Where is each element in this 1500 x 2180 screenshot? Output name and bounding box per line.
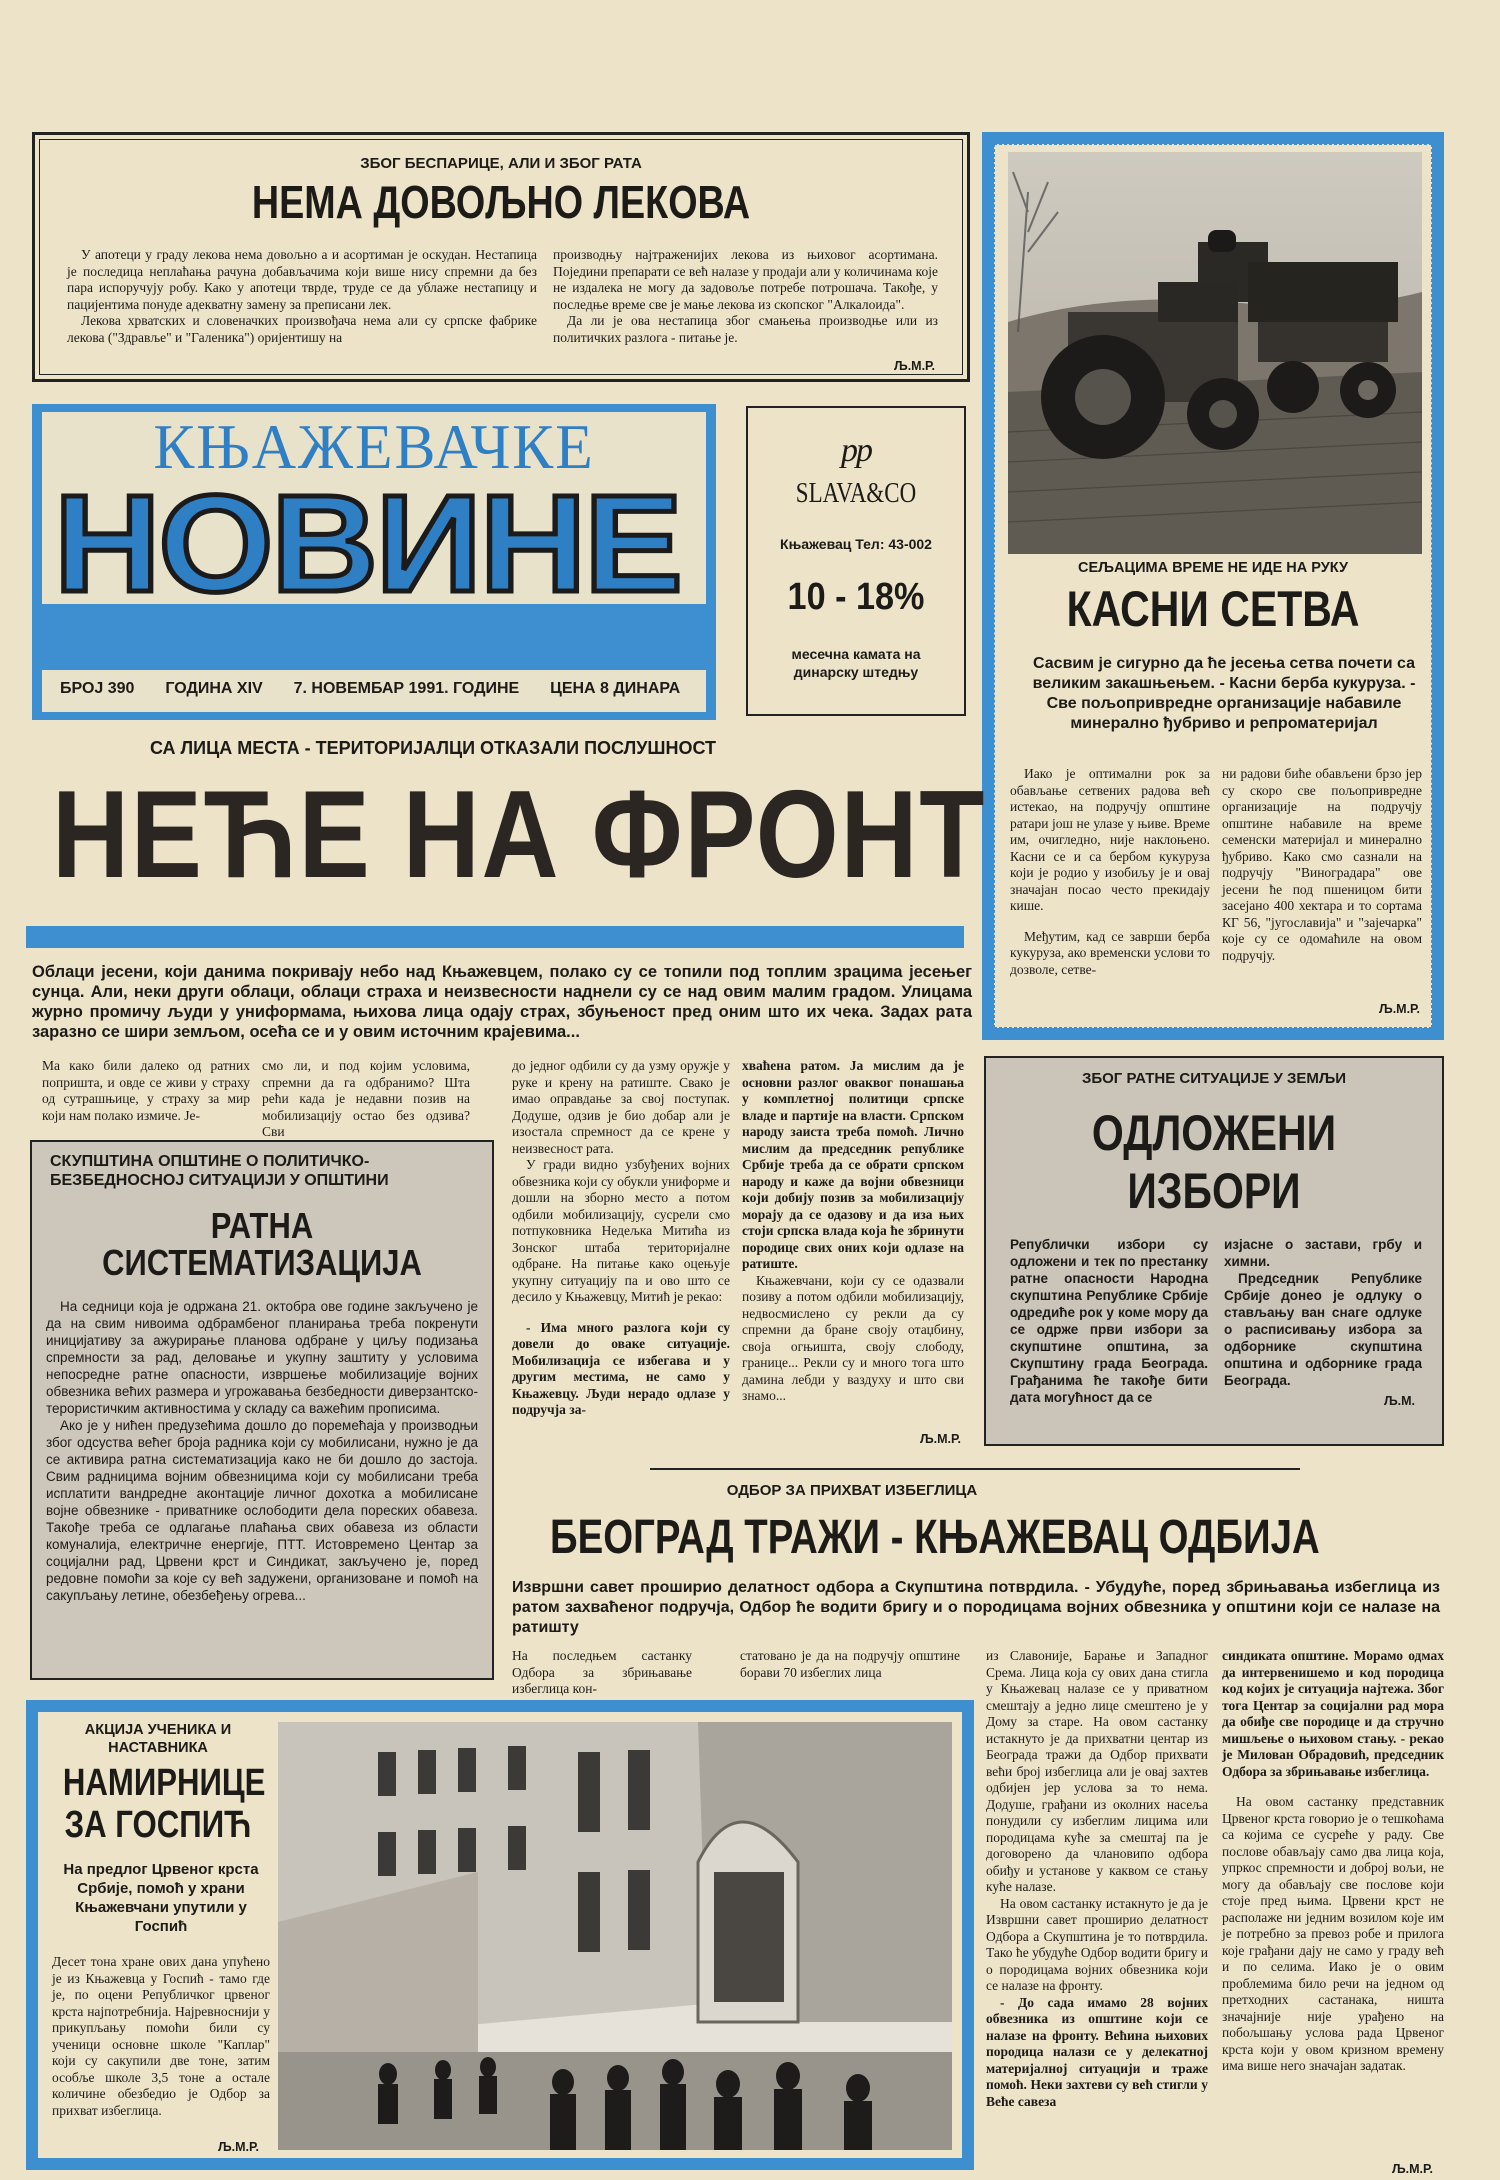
sowing-kicker: СЕЉАЦИМА ВРЕМЕ НЕ ИДЕ НА РУКУ (1078, 560, 1348, 576)
elections-col-2: изјасне о застави, грбу и химни. Председник Републике Србије донео је одлуку о стављању ван снаге одлуке о расписивању избора за одборнике скупштина општина и одборнике града Београда. (1224, 1237, 1422, 1388)
refugees-col-3: из Славоније, Барање и Западног Срема. Лица која су ових дана стигла у Књажевац налазе се у приватном смештају а једно лице смештено је у Дому за старе. На овом састанку истакнуто је да прихватни центар из Београда тражи да Одбор прихвати већи број избеглица али је овај захтев одбијен јер услова за то нема. Додуше, грађани из околних насеља понудили су избеглим лицима или породицама куће за смештај па је договорено да члановипо одбора обиђу и установе у каквом се стању куће налазе. На овом састанку истакнуто је да је Извршни савет проширио делатност Одбора а Скупштина је то потврдила. Тако ће убудуће Одбор водити бригу и о породицама војних обвезника који се налазе на фронту. - До сада имамо 28 војних обвезника из општине који се налазе на фронту. Већина њихових породица налази се у делекатној материјалној ситуацији и траже помоћ. Неки захтеви су већ стигли у Веће савеза (986, 1648, 1208, 2109)
masthead-title-main: НОВИНЕ (54, 467, 681, 621)
sowing-headline: КАСНИ СЕТВА (1066, 581, 1360, 637)
groceries-lead: На предлог Црвеног крста Србије, помоћ у храни Књажевчани упутили у Госпић (63, 1861, 259, 1935)
ad-rate: 10 - 18% (787, 576, 925, 618)
ad-contact: Књажевац Тел: 43-002 (780, 536, 932, 552)
masthead-title-top: КЊАЖЕВАЧКЕ (153, 411, 595, 482)
refugees-signature: Љ.М.Р. (1392, 2162, 1433, 2176)
refugees-rule (650, 1468, 1300, 1470)
refugees-col-1: На последњем састанку Одбора за збрињавање избеглица кон- (512, 1648, 692, 1696)
school-photo (278, 1722, 952, 2150)
assembly-headline-1: РАТНА (210, 1205, 314, 1246)
front-headline: НЕЋЕ НА ФРОНТ (52, 766, 987, 904)
assembly-kicker: СКУПШТИНА ОПШТИНЕ О ПОЛИТИЧКО-БЕЗБЕДНОСНОЈ СИТУАЦИЈИ У ОПШТИНИ (50, 1153, 389, 1189)
elections-signature: Љ.М. (1384, 1394, 1416, 1408)
front-col-1: Ма како били далеко од ратних попришта, и овде се живи у страху од сутрашњице, у страху за мир који нам полако измиче. Је- (42, 1058, 250, 1123)
tractor-photo (1008, 152, 1422, 554)
ad-brand: SLAVA&CO (795, 478, 917, 509)
medicine-kicker: ЗБОГ БЕСПАРИЦЕ, АЛИ И ЗБОГ РАТА (360, 155, 642, 172)
issue-price: ЦЕНА 8 ДИНАРА (550, 680, 681, 697)
groceries-headline-2: ЗА ГОСПИЋ (64, 1804, 252, 1846)
front-signature: Љ.М.Р. (920, 1432, 961, 1446)
elections-col-1: Републички избори су одложени и тек по престанку ратне опасности Народна скупштина Републике Србије одредиће рок у коме мору да се одрже први избори за скупштине општина, за Скупштину града Београда. Грађанима ће такође бити дата могућност да се (1010, 1237, 1208, 1405)
groceries-body: Десет тона хране ових дана упућено је из Књажевца у Госпић - тамо где је, по оцени Републичког црвеног крста најпотребнија. Најревноснији у прикупљању помоћи били су ученици основне школе "Каплар" који су сакупили две тоне, затим особље школе 3,5 тоне а остале количине обезбедио је Одбор за прихват избеглица. (52, 1954, 270, 2118)
medicine-headline: НЕМА ДОВОЉНО ЛЕКОВА (251, 176, 751, 228)
groceries-kicker-1: АКЦИЈА УЧЕНИКА И (84, 1722, 232, 1738)
front-rule (26, 926, 964, 948)
ad-desc-2: динарску штедњу (793, 664, 919, 680)
assembly-headline-2: СИСТЕМАТИЗАЦИЈА (102, 1242, 422, 1283)
medicine-col-2: производњу најтраженијих лекова из њиховог асортимана. Поједини препарати се већ налазе у продаји али у количинама које не издалека не могу да задовоље потребе потрошача. Такође, у последње време све је мање лекова из скопског "Алкалоида". Да ли је ова нестапица због смањења производње или из политичких разлога - питање је. (553, 247, 938, 345)
front-lead: Облаци јесени, који данима покривају небо над Књажевцем, полако су се топили под топлим зрацима јесењег сунца. Али, неки други облаци, облаци страха и неизвесности наднели су се над овим малим градом. Улицама журно промичу људи у униформама, њихова лица одају страх, збуњеност пред оним што их чека. Задах рата заразно се шири земљом, осећа се и у овим источним крајевима... (32, 963, 972, 1041)
elections-headline-1: ОДЛОЖЕНИ (1091, 1105, 1337, 1161)
groceries-signature: Љ.М.Р. (218, 2140, 259, 2154)
front-col-2: смо ли, и под којим условима, спремни да га одбранимо? Шта рећи када је недавни позив на мобилизацију остао без одзива? Сви (262, 1058, 470, 1139)
refugees-lead: Извршни савет проширио делатност одбора а Скупштина потврдила. - Убудуће, поред збрињавања избеглица из ратом захваћеног подручја, Одбор ће водити бригу и о породицама војних обвезника у општини који се налазе на ратишту (512, 1579, 1440, 1636)
front-col-3: до једног одбили су да узму оружје у руке и крену на ратиште. Свако је имао оправдање за свој поступак. Додуше, одзив је био добар али је изостала спремност да се крене у неизвесност рата. У гради видно узбуђених војних обвезника који су обукли униформе и дошли на зборно место а потом одбили мобилизацију, сусрели смо потпуковника Недељка Митића из Зонског штаба територијалне одбране. На питање како оцењује укупну ситуацију па и ово што се десило у Књажевцу, Митић је рекао: - Има много разлога који су довели до оваке ситуације. Мобилизација се избегава и у другим местима, не само у Књажевцу. Људи нерадо одлазе у подручја за- (512, 1058, 730, 1417)
medicine-col-1: У апотеци у граду лекова нема довољно а и асортиман је оскудан. Нестапица је последица неплаћања рачуна добављачима који више нису спремни да без пара испоручују робу. Како у апотеци тврде, труде се да ублаже нестапицу и пацијентима понуде адекватну замену за преписани лек. Лекова хрватских и словеначких произвођача нема али су српске фабрике лекова ("Здравље" и "Галеника") оријентишу на (67, 247, 537, 345)
issue-year: ГОДИНА XIV (165, 680, 263, 697)
sowing-lead: Сасвим је сигурно да ће јесења сетва почети са великим закашњењем. - Касни берба кукуруза. - Све пољопривредне организације набавиле минерално ђубриво и репроматеријал (1032, 655, 1416, 732)
issue-number: БРОЈ 390 (60, 680, 135, 697)
masthead-info (60, 680, 680, 698)
sowing-col-2: ни радови биће обављени брзо јер су скоро све пољопривредне организације на подручју општине набавиле на време семенски материјал и минерално ђубриво. Како смо сазнали на подручју "Виноградара" ове јесени ће под пшеницом бити засејано 400 хектара и то сортама КГ 56, "југославија" и "зајечарка" које су се одомаћиле на овом подручју. (1222, 766, 1422, 963)
sowing-signature: Љ.М.Р. (1379, 1002, 1420, 1016)
bank-ad (746, 406, 966, 716)
sowing-col-1: Иако је оптимални рок за обављање сетвених радова већ истекао, на подручју општине ратари још не улазе у њиве. Време им, очигледно, није наклоњено. Касни се и са бербом кукуруза који је родио у изобиљу је и овај значајан посао често прекидају кише. Међутим, кад се заврши берба кукуруза, ако временски услови то дозволе, сетве- (1010, 766, 1210, 977)
medicine-signature: Љ.М.Р. (894, 359, 935, 373)
issue-date: 7. НОВЕМБАР 1991. ГОДИНЕ (293, 680, 520, 697)
refugees-col-2: статовано је да на подручју општине борави 70 избеглих лица (740, 1648, 960, 1680)
refugees-col-4: синдиката општине. Морамо одмах да интервенишемо и код породица код којих је ситуација најтежа. Због тога Центар за социјални рад мора да обиђе све породице и да стручно мишљење о њиховом стању. - рекао је Милован Обрадовић, председник Одбора за збрињавање избеглица. На овом састанку представник Црвеног крста говорио је о тешкоћама са којима се сусреће у раду. Све послове обављају само два лица која, упркос спремности и доброј вољи, не могу да обављају све послове који стоје пред њима. Црвени крст не располаже ни једним возилом које им је потребно за превоз робе и прилога које грађани дају не само у граду већ и по селима. Иако је о овим проблемима било речи на једном од претходних састанака, ништа значајније није урађено на побољшању услова рада Црвеног крста који у овом кризном времену има више него значајан задатак. (1222, 1648, 1444, 2073)
ad-logo: pp (841, 432, 871, 469)
ad-desc-1: месечна камата на (791, 646, 921, 662)
masthead (32, 404, 716, 720)
assembly-body: На седници која је одржана 21. октобра ове године закључено је да на свим нивоима одбрамбеног планирања треба покренути иницијативу за ажурирање планова одбране у циљу подизања спремности за рад, деловање и укупну заштиту у условима непосредне ратне опасности, извршење мобилизације војних обвезника већих размера и угрожавања безбедности диверзантско-терористичким активностима у складу са важећим прописима. Ако је у нићен предузећима дошло до поремећаја у производњи због одсуства већег броја радника који су мобилисани, нужно је да се активира ратна систематизација како не би дошло до застоја. Свим радницима војним обвезницима који су мобилисани треба исплатити вандредне аконтације личног дохотка а мобилисане војне обвезнике - приватнике ослободити дела пореских обавеза. Такође треба се одлагање плаћања свих обавеза из области комуналија, електричне енергије, ПТТ. Истовремено Центар за социјални рад, Црвени крст и Синдикат, закључено је, поред редовне помоћи за које су већ задужени, организоване и помоћ на сакупљању летине, обезбеђењу огрева... (46, 1299, 478, 1603)
refugees-kicker: ОДБОР ЗА ПРИХВАТ ИЗБЕГЛИЦА (726, 1482, 978, 1499)
refugees-headline: БЕОГРАД ТРАЖИ - КЊАЖЕВАЦ ОДБИЈА (550, 1511, 1320, 1564)
front-kicker: СА ЛИЦА МЕСТА - ТЕРИТОРИЈАЛЦИ ОТКАЗАЛИ ПОСЛУШНОСТ (150, 738, 717, 758)
groceries-kicker-2: НАСТАВНИКА (108, 1740, 208, 1756)
groceries-headline-1: НАМИРНИЦЕ (62, 1762, 266, 1804)
medicine-article (32, 132, 970, 382)
elections-kicker: ЗБОГ РАТНЕ СИТУАЦИЈЕ У ЗЕМЉИ (1081, 1070, 1347, 1087)
elections-headline-2: ИЗБОРИ (1127, 1163, 1301, 1219)
front-col-4: хваћена ратом. Ја мислим да је основни разлог оваквог понашања у комплетној политици српске владе и партије на власти. Српском народу заиста треба помоћ. Лично мислим да председник републике Србије треба да се обрати српском народу и каже да војни обвезници који добију позив за мобилизацију морају да се одазову и да иза њих стоји српска влада која ће збринути породице свих оних који одлазе на ратиште. Књажевчани, који су се одазвали позиву а потом одбили мобилизацију, недвосмислено су рекли да су спремни да бране своју отаџбину, своја огњишта, своју слободу, границе... Рекли су и много тога што дамина лебди у ваздуху и што сви знамо... (742, 1058, 964, 1403)
